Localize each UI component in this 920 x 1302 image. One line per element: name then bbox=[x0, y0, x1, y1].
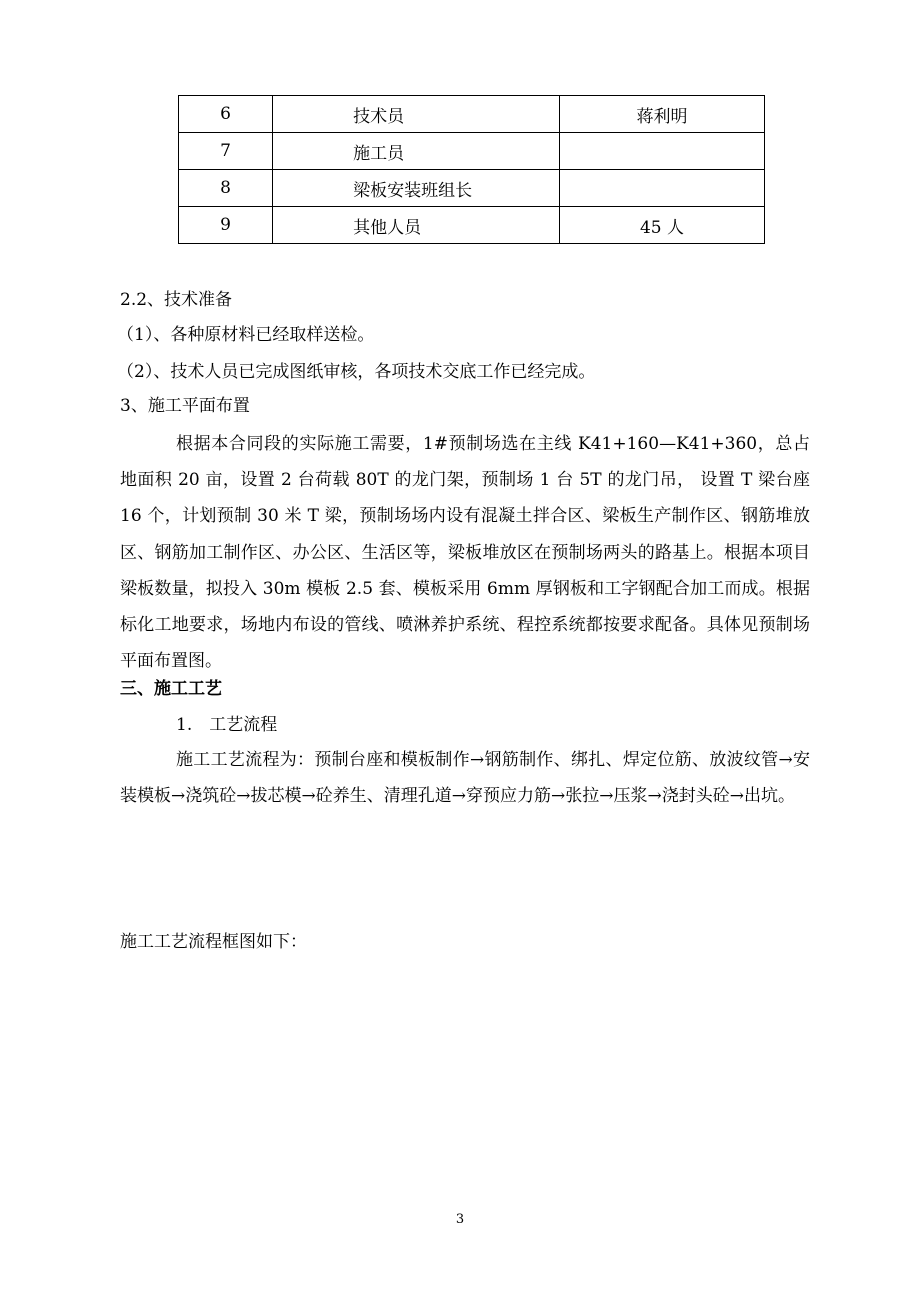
tech-prep-heading: 2.2、技术准备 bbox=[120, 290, 233, 310]
row-person: 蒋利明 bbox=[559, 96, 764, 133]
row-role: 其他人员 bbox=[273, 207, 560, 244]
row-number: 8 bbox=[179, 170, 273, 207]
flow-subheading: 1. 工艺流程 bbox=[176, 715, 278, 735]
page-number: 3 bbox=[455, 1212, 465, 1227]
tech-prep-item-2: （2）、技术人员已完成图纸审核，各项技术交底工作已经完成。 bbox=[117, 362, 596, 382]
row-role: 技术员 bbox=[273, 96, 560, 133]
row-role: 施工员 bbox=[273, 133, 560, 170]
table-row bbox=[179, 207, 765, 244]
table-row bbox=[179, 133, 765, 170]
row-role: 梁板安装班组长 bbox=[273, 170, 560, 207]
flow-chart-intro: 施工工艺流程框图如下： bbox=[120, 932, 307, 952]
row-number: 7 bbox=[179, 133, 273, 170]
process-heading: 三、施工工艺 bbox=[120, 679, 222, 699]
row-number: 6 bbox=[179, 96, 273, 133]
layout-heading: 3、施工平面布置 bbox=[120, 396, 250, 416]
row-person bbox=[559, 133, 764, 170]
staff-table bbox=[178, 95, 765, 244]
flow-paragraph: 施工工艺流程为：预制台座和模板制作→钢筋制作、绑扎、焊定位筋、放波纹管→安装模板→浇筑砼→拔芯模→砼养生、清理孔道→穿预应力筋→张拉→压浆→浇封头砼→出坑。 bbox=[120, 750, 810, 807]
layout-paragraph: 根据本合同段的实际施工需要，1#预制场选在主线 K41+160—K41+360，总占地面积 20 亩，设置 2 台荷载 80T 的龙门架，预制场 1 台 5T 的龙门吊， 设置 T 梁台座 16 个，计划预制 30 米 T 梁，预制场场内设有混凝土拌合区、梁板生产制作区、钢筋堆放区、钢筋加工制作区、办公区、生活区等，梁板堆放区在预制场两头的路基上。根据本项目梁板数量，拟投入 30m 模板 2.5 套、模板采用 6mm 厚钢板和工字钢配合加工而成。根据标化工地要求，场地内布设的管线、喷淋养护系统、程控系统都按要求配备。具体见预制场平面布置图。 bbox=[120, 434, 810, 672]
row-person bbox=[559, 170, 764, 207]
table-row bbox=[179, 170, 765, 207]
table-row bbox=[179, 96, 765, 133]
row-number: 9 bbox=[179, 207, 273, 244]
row-person: 45 人 bbox=[559, 207, 764, 244]
tech-prep-item-1: （1）、各种原材料已经取样送检。 bbox=[117, 325, 375, 345]
